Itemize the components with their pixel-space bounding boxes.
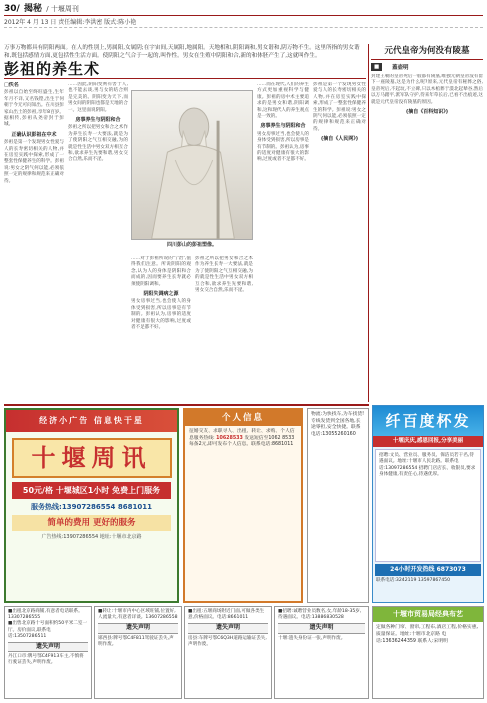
column-subheading: 房事养生与阴阳和合 xyxy=(75,117,121,124)
column-text: 彭祖之所以把男女和合之术作为养生长寿一大要法,就是为了使阴阳之气互相交融,为的就是性生活中男女双方相互合和,欲求养生先要和谐,男女交合自然,乐而不淫。 xyxy=(68,125,128,163)
feature-intro: 万事万物都具有阴阳两面。在人的性别上,男属阳,女属阴;在宇宙间,天属阳,地属阳。天地相和,阴阳调和,男女谐和,阴万物不生。这里所指的男女谐和,既包括感情方面,更包括性生活方面。使阴阳之气合于一起的,叫作性。男女在生殖中阴阳和合,新的和体胚产生了,这就叫作生。 xyxy=(4,45,360,59)
edition-line: 2012年 4 月 13 日 责任编辑:李洪密 版式:陈小艳 xyxy=(4,18,483,28)
ad-phone: 10628533 xyxy=(216,435,243,441)
right-article-title: 元代皇帝为何没有陵墓 xyxy=(371,44,483,60)
feature-title: 彭祖的养生术 xyxy=(4,60,101,78)
divider xyxy=(4,78,366,79)
ad-title: 个人信息 xyxy=(185,410,301,426)
jobs-ad xyxy=(372,405,484,603)
classified-item: ■出售北京路十号面积约50平米二室一厅。房价面议,联系电话:13507286511 xyxy=(8,621,88,639)
classified-column-2 xyxy=(94,606,182,699)
page-number: 30/ xyxy=(4,4,20,14)
column-subheading: 正确认识彭祖在中术 xyxy=(11,131,57,138)
statue-illustration xyxy=(132,91,252,239)
ad-footer: 联系电话:3242119 13597867450 xyxy=(376,578,450,583)
ad-slogan: 简单的费用 更好的服务 xyxy=(12,515,171,531)
page-header xyxy=(4,2,483,16)
section-divider xyxy=(4,404,369,406)
column-text: 彭祖是第一个发现男女性爱与人的长寿密切相关的人物,并在房室实践中探索,形成了一整套性保健养生的科学。彭祖说:男女之阴气何以能,必须依照一定的规律和规范来正确对待。 xyxy=(4,140,64,184)
ad-topbar: 经济小广告 信息快干星 xyxy=(6,410,177,432)
column-text: 彭祖是第一个发现男女性爱与人的长寿密切相关的人物,并在房室实践中探索,形成了一整套性保健养生的科学。彭祖说:男女之阴气何以能,必须依照一定的规律和规范来正确对待。 xyxy=(313,82,366,132)
classified-column-4 xyxy=(274,606,369,699)
article-column-3 xyxy=(131,256,191,402)
author-tag: ■ xyxy=(371,63,382,71)
column-subheading: 阴阳失调病之源 xyxy=(143,291,179,298)
lost-notice-heading: 遗失声明 xyxy=(98,623,178,633)
column-text: ……而在现代,人们的养生方式更加重视科学与健康。彭祖的房中术主要追求的是男女和谐,阴阳调和,这和现代人的养生观点是一致的。 xyxy=(257,82,309,120)
ad-body xyxy=(185,426,301,452)
column-subheading: 房事养生与阴阳和合 xyxy=(260,123,306,130)
article-column-1 xyxy=(4,82,64,402)
ad-phone: 服务热线:13907286554 8681011 xyxy=(31,503,152,511)
column-divider xyxy=(368,44,369,402)
ad-price: 50元/格 十堰城区1小时 免费上门服务 xyxy=(12,482,171,499)
classified-column-3 xyxy=(184,606,272,699)
lost-notice-heading: 遗失声明 xyxy=(8,642,88,652)
job-listings: 招聘:文员、营业员、服务员、保洁员若干名,待遇面议。地址:十堰市人民北路。联系电话:13097286554 招聘门店店长、收银员,要求身体健康,有责任心,待遇优厚。 xyxy=(375,449,481,562)
ad-title: 十堰市贸易局经典布艺 xyxy=(373,607,483,622)
peng-zu-statue-photo xyxy=(131,90,253,240)
column-text: 封建王朝的皇帝死后一般都有陵墓,唯独元朝皇帝没有留下一座陵墓,这是为什么呢?原来,元代皇帝有秘葬之俗,皇帝死后,不起坟,不立碑,只以木棺葬于漠北起辇谷,然后以万马踏平,派军队守护,待来年草长后,已看不出痕迹,这就是元代皇帝没有陵墓的原因。 xyxy=(371,74,483,105)
article-column-3b xyxy=(195,256,253,402)
ad-footer: 广告热线:13907286554 地址:十堰市北京路 xyxy=(41,534,142,540)
author-name: 蓋壶明 xyxy=(392,65,409,71)
column-text: 男女房事过当,也会使人的身体受到损害,所以房事是有节制的。彭祖认为,房事的适度对健康有很大的影响,过度或者不足都不好。 xyxy=(257,131,309,163)
ad-brand: 十堰周讯 xyxy=(12,438,172,478)
column-text: ……对于彭祖所说的'宁治',值得我们注意。所说阴阳的观念,认为人的身体是阴阳和合而成的,因而要养生长寿就必须使阴阳调和。 xyxy=(131,256,191,287)
lost-item: 房县:车牌号鄂C6Q3H道路运输证丢失,声明作废。 xyxy=(188,635,267,647)
column-text: 彭祖以自始至终旺盛生,生年年月不详,又名钱铿,出生于何朝于今无可问知出。在川县彭家山出土的彭祖,享年8百岁。据相传,彭祖从尧帝封于彭城。 xyxy=(4,90,64,128)
lost-item: 丹江口市:牌号鄂C4F913车主,不慎将行驶证丢失,声明作废。 xyxy=(8,654,84,666)
ad-body: 定做各种门帘、窗帘,工程布,酒店工程,价格实惠,质量保证。地址:十堰市北京路 电话:13636244359 联系人:宋明明 xyxy=(376,625,479,644)
article-source: (摘自《百科知识》) xyxy=(405,109,449,116)
lost-item: 郧西县:牌号鄂C4F811驾驶证丢失,声明作废。 xyxy=(98,635,174,647)
fabric-shop-ad xyxy=(372,606,484,699)
right-article-body xyxy=(371,74,483,402)
column-text: 彭祖之所以把男女和合之术作为养生长寿一大要法,就是为了使阴阳之气互相交融,为的就是性生活中男女双方相互合和,欲求养生先要和谐,男女交合自然,乐而不淫。 xyxy=(195,256,253,294)
byline: □佚名 xyxy=(4,82,19,88)
paper-name: / 十堰周刊 xyxy=(46,5,79,13)
logistics-ad: 物流:为快找车,为车找货!专线发货到全国各地,长途零担,安全快捷。联系电话:13055260160 xyxy=(307,408,369,603)
article-source: (摘自《人民网》) xyxy=(320,136,359,143)
classified-item: ■出租北京路商铺,有意者电话联系。13307286555 xyxy=(8,609,83,621)
photo-caption: 四川彭山的彭祖塑像。 xyxy=(166,242,217,248)
column-text: 男女房事过当,也会使人的身体受到损害,所以房事是有节制的。彭祖认为,房事的适度对健康有很大的影响,过度或者不足都不好。 xyxy=(131,299,191,331)
ad-text: 发送短信至1062 8533 每条2元,即可发布个人信息。联系电话:8681011 xyxy=(189,435,295,448)
lost-item: 十堰:遗失身份证一张,声明作废。 xyxy=(278,635,346,641)
news-weekly-ad xyxy=(4,408,179,603)
article-column-4 xyxy=(257,82,309,402)
classified-item: ■转让:十堰市内中心区域旺铺,位置好,人流量大,有意者详谈。13607286558 xyxy=(98,609,178,621)
lost-notice-heading: 遗失声明 xyxy=(278,623,365,633)
classified-item: ■招聘:诚聘营业员数名,女,年龄18-35岁,待遇面议。电话:13886830528 xyxy=(278,609,362,621)
ad-subtitle: 十堰庆庆,感恩回报,分享美丽 xyxy=(373,436,483,447)
ad-text: 征婚交友、求职寻人、出租、转让、求购、个人信息服务热线: xyxy=(189,429,295,441)
ad-title: 纤百度杯发 xyxy=(373,406,483,436)
classified-column-1 xyxy=(4,606,92,699)
hotline: 24小时开发热线 6873073 xyxy=(375,564,481,576)
column-text: ……因此,阴阳变则有害于人,也不能去谈,男与女的结合则是完美的。阴阳变为天下,而男女间的阴阳也都是天地的合一。这里面说阴阳。 xyxy=(68,82,128,113)
article-column-5 xyxy=(313,82,366,402)
personal-info-ad xyxy=(183,408,303,603)
section-name: 揭秘 xyxy=(24,4,43,14)
lost-notice-heading: 遗失声明 xyxy=(188,623,268,633)
article-column-2 xyxy=(68,82,128,402)
classified-item: ■出租:五堰商场附近门面,可做各类生意,价格面议。电话:8661011 xyxy=(188,609,265,621)
